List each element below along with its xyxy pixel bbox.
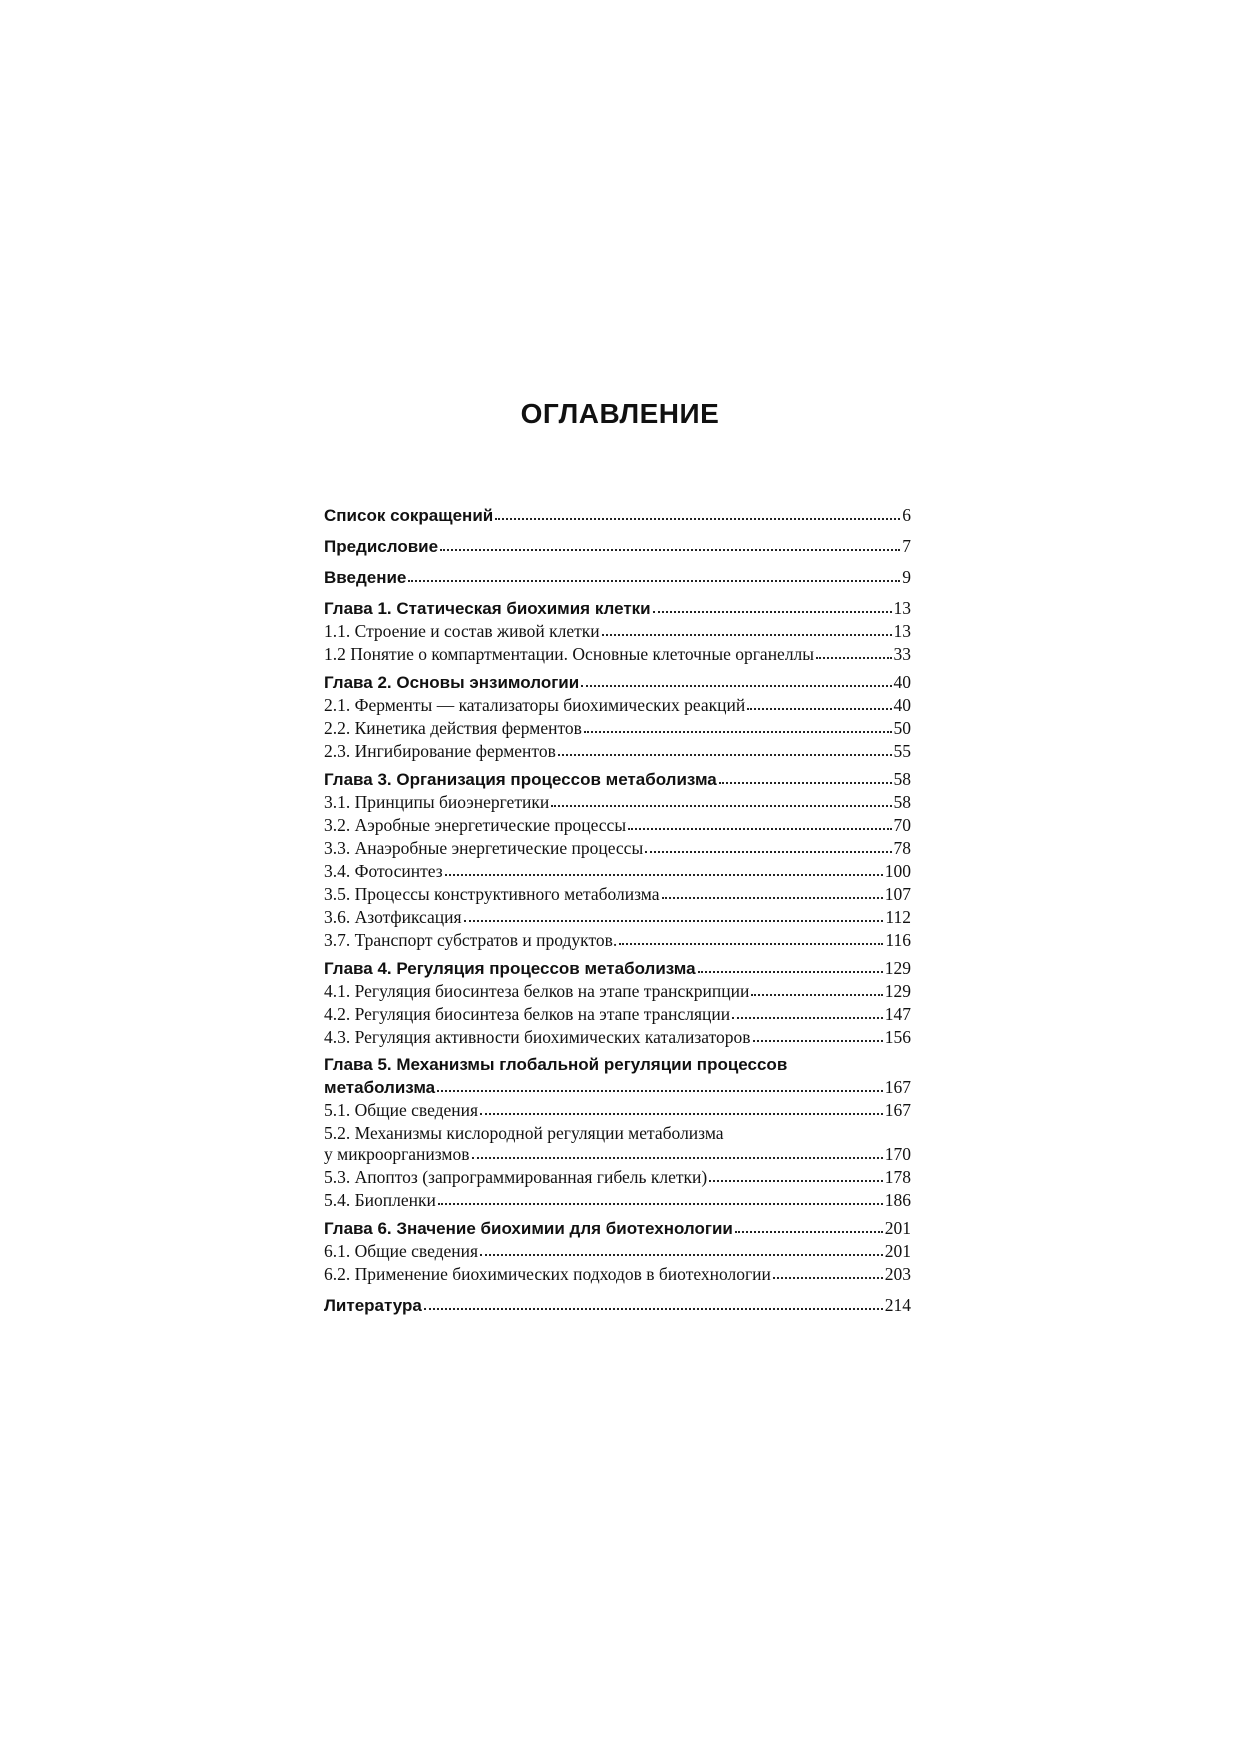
toc-page-number: 58 bbox=[893, 769, 911, 789]
dot-leader bbox=[747, 708, 891, 710]
page-title: ОГЛАВЛЕНИЕ bbox=[520, 398, 720, 429]
toc-section-3-3[interactable] bbox=[324, 838, 911, 859]
toc-chapter-label: Глава 4. Регуляция процессов метаболизма bbox=[324, 958, 696, 978]
toc-page-number: 78 bbox=[893, 838, 911, 858]
toc-section-label: 6.1. Общие сведения bbox=[324, 1241, 479, 1262]
toc-entry-literature[interactable] bbox=[324, 1295, 911, 1316]
dot-leader bbox=[719, 782, 892, 784]
toc-section-3-6[interactable] bbox=[324, 907, 911, 928]
toc-page-number: 100 bbox=[884, 861, 911, 881]
dot-leader bbox=[464, 920, 884, 922]
toc-section-2-1[interactable] bbox=[324, 695, 911, 716]
toc-section-3-4[interactable] bbox=[324, 861, 911, 882]
dot-leader bbox=[645, 851, 891, 853]
toc-section-label: 4.2. Регуляция биосинтеза белков на этапе трансляции bbox=[324, 1004, 731, 1024]
dot-leader bbox=[472, 1157, 883, 1159]
toc-section-label: 3.7. Транспорт субстратов и продуктов. bbox=[324, 930, 618, 950]
toc-page-number: 33 bbox=[893, 644, 911, 664]
toc-page-number: 170 bbox=[884, 1144, 911, 1165]
toc-page-number: 201 bbox=[884, 1218, 911, 1239]
toc-section-5-2-label-line1[interactable]: 5.2. Механизмы кислородной регуляции метаболизма bbox=[324, 1123, 724, 1144]
toc-section-4-1[interactable] bbox=[324, 981, 911, 1002]
toc-page-number: 203 bbox=[884, 1264, 911, 1285]
dot-leader bbox=[732, 1017, 883, 1019]
dot-leader bbox=[602, 634, 892, 636]
toc-chapter-4[interactable] bbox=[324, 958, 911, 979]
toc-section-2-2[interactable] bbox=[324, 718, 911, 739]
toc-section-label: 5.4. Биопленки bbox=[324, 1190, 436, 1211]
toc-section-label: 5.3. Апоптоз (запрограммированная гибель клетки) bbox=[324, 1167, 708, 1188]
toc-section-5-2[interactable] bbox=[324, 1144, 911, 1165]
dot-leader bbox=[653, 611, 892, 613]
toc-section-5-1[interactable] bbox=[324, 1100, 911, 1121]
toc-section-label: 1.1. Строение и состав живой клетки bbox=[324, 621, 600, 641]
toc-page-number: 7 bbox=[902, 536, 911, 556]
toc-page-number: 186 bbox=[884, 1190, 911, 1211]
toc-entry-label: Литература bbox=[324, 1296, 422, 1315]
dot-leader bbox=[408, 580, 900, 582]
toc-page-number: 156 bbox=[884, 1027, 911, 1047]
toc-page-number: 40 bbox=[893, 695, 911, 715]
toc-page-number: 167 bbox=[884, 1100, 911, 1121]
dot-leader bbox=[751, 994, 882, 996]
toc-entry-introduction[interactable] bbox=[324, 567, 911, 588]
toc-section-label: 2.2. Кинетика действия ферментов bbox=[324, 718, 582, 738]
toc-chapter-label: Глава 2. Основы энзимологии bbox=[324, 672, 580, 692]
toc-page-number: 178 bbox=[884, 1167, 911, 1188]
toc-section-label: 3.1. Принципы биоэнергетики bbox=[324, 792, 550, 812]
toc-chapter-6[interactable] bbox=[324, 1218, 911, 1239]
toc-page-number: 70 bbox=[893, 815, 911, 835]
toc-page-number: 50 bbox=[893, 718, 911, 738]
toc-section-label: 4.3. Регуляция активности биохимических катализаторов bbox=[324, 1027, 751, 1047]
toc-page-number: 55 bbox=[893, 741, 911, 761]
toc-section-3-2[interactable] bbox=[324, 815, 911, 836]
dot-leader bbox=[773, 1277, 883, 1279]
toc-section-3-7[interactable] bbox=[324, 930, 911, 951]
dot-leader bbox=[437, 1090, 883, 1092]
toc-page-number: 107 bbox=[884, 884, 911, 904]
toc-chapter-5-label-line1[interactable]: Глава 5. Механизмы глобальной регуляции процессов bbox=[324, 1055, 788, 1074]
toc-section-label: 6.2. Применение биохимических подходов в биотехнологии bbox=[324, 1264, 771, 1285]
toc-chapter-2[interactable] bbox=[324, 672, 911, 693]
toc-section-label: 3.4. Фотосинтез bbox=[324, 861, 443, 881]
dot-leader bbox=[619, 943, 883, 945]
toc-chapter-label: Глава 3. Организация процессов метаболизма bbox=[324, 769, 717, 789]
toc-section-label: 1.2 Понятие о компартментации. Основные клеточные органеллы bbox=[324, 644, 815, 664]
toc-section-2-3[interactable] bbox=[324, 741, 911, 762]
toc-section-label: 5.1. Общие сведения bbox=[324, 1100, 479, 1121]
dot-leader bbox=[480, 1113, 883, 1115]
toc-page-number: 129 bbox=[884, 958, 911, 978]
toc-section-5-4[interactable] bbox=[324, 1190, 911, 1211]
toc-section-label: 3.5. Процессы конструктивного метаболизма bbox=[324, 884, 660, 904]
dot-leader bbox=[480, 1254, 883, 1256]
toc-chapter-5[interactable] bbox=[324, 1077, 911, 1098]
toc-page-number: 40 bbox=[893, 672, 911, 692]
dot-leader bbox=[438, 1203, 883, 1205]
toc-section-4-2[interactable] bbox=[324, 1004, 911, 1025]
toc-section-1-2[interactable] bbox=[324, 644, 911, 665]
toc-entry-label: Предисловие bbox=[324, 536, 439, 556]
dot-leader bbox=[445, 874, 883, 876]
dot-leader bbox=[753, 1040, 883, 1042]
toc-chapter-label: Глава 6. Значение биохимии для биотехнологии bbox=[324, 1219, 733, 1238]
toc-entry-preface[interactable] bbox=[324, 536, 911, 557]
toc-page-number: 13 bbox=[893, 621, 911, 641]
toc-page-number: 13 bbox=[893, 598, 911, 618]
toc-chapter-label: Глава 1. Статическая биохимия клетки bbox=[324, 598, 651, 618]
dot-leader bbox=[662, 897, 883, 899]
dot-leader bbox=[424, 1308, 883, 1310]
dot-leader bbox=[628, 828, 891, 830]
dot-leader bbox=[735, 1231, 883, 1233]
dot-leader bbox=[551, 805, 891, 807]
toc-page-number: 112 bbox=[885, 907, 911, 927]
toc-section-label: 4.1. Регуляция биосинтеза белков на этапе транскрипции bbox=[324, 981, 750, 1001]
toc-section-3-1[interactable] bbox=[324, 792, 911, 813]
dot-leader bbox=[440, 549, 900, 551]
table-of-contents bbox=[324, 505, 911, 1316]
toc-entry-label: Введение bbox=[324, 567, 407, 587]
toc-page-number: 116 bbox=[885, 930, 911, 950]
toc-section-label: 3.3. Анаэробные энергетические процессы bbox=[324, 838, 644, 858]
toc-section-label: 3.2. Аэробные энергетические процессы bbox=[324, 815, 627, 835]
toc-page-number: 9 bbox=[902, 567, 911, 587]
toc-page-number: 147 bbox=[884, 1004, 911, 1024]
toc-chapter-label: метаболизма bbox=[324, 1078, 436, 1097]
toc-section-label: 2.1. Ферменты — катализаторы биохимических реакций bbox=[324, 695, 746, 715]
dot-leader bbox=[581, 685, 891, 687]
toc-section-6-2[interactable] bbox=[324, 1264, 911, 1285]
toc-chapter-3[interactable] bbox=[324, 769, 911, 790]
toc-page-number: 58 bbox=[893, 792, 911, 812]
toc-page-number: 201 bbox=[884, 1241, 911, 1262]
toc-page-number: 214 bbox=[884, 1295, 911, 1316]
dot-leader bbox=[698, 971, 883, 973]
toc-chapter-1[interactable] bbox=[324, 598, 911, 619]
toc-section-label: 2.3. Ингибирование ферментов bbox=[324, 741, 556, 761]
toc-page-number: 129 bbox=[884, 981, 911, 1001]
toc-section-3-5[interactable] bbox=[324, 884, 911, 905]
toc-section-label: 3.6. Азотфиксация bbox=[324, 907, 462, 927]
toc-section-5-3[interactable] bbox=[324, 1167, 911, 1188]
dot-leader bbox=[558, 754, 892, 756]
dot-leader bbox=[495, 518, 900, 520]
toc-entry-abbreviations[interactable] bbox=[324, 505, 911, 526]
dot-leader bbox=[816, 657, 891, 659]
toc-section-4-3[interactable] bbox=[324, 1027, 911, 1048]
toc-section-label: у микроорганизмов bbox=[324, 1144, 470, 1165]
toc-page-number: 6 bbox=[902, 505, 911, 525]
dot-leader bbox=[584, 731, 892, 733]
toc-section-6-1[interactable] bbox=[324, 1241, 911, 1262]
toc-page-number: 167 bbox=[884, 1077, 911, 1098]
dot-leader bbox=[709, 1180, 883, 1182]
toc-section-1-1[interactable] bbox=[324, 621, 911, 642]
toc-entry-label: Список сокращений bbox=[324, 505, 494, 525]
